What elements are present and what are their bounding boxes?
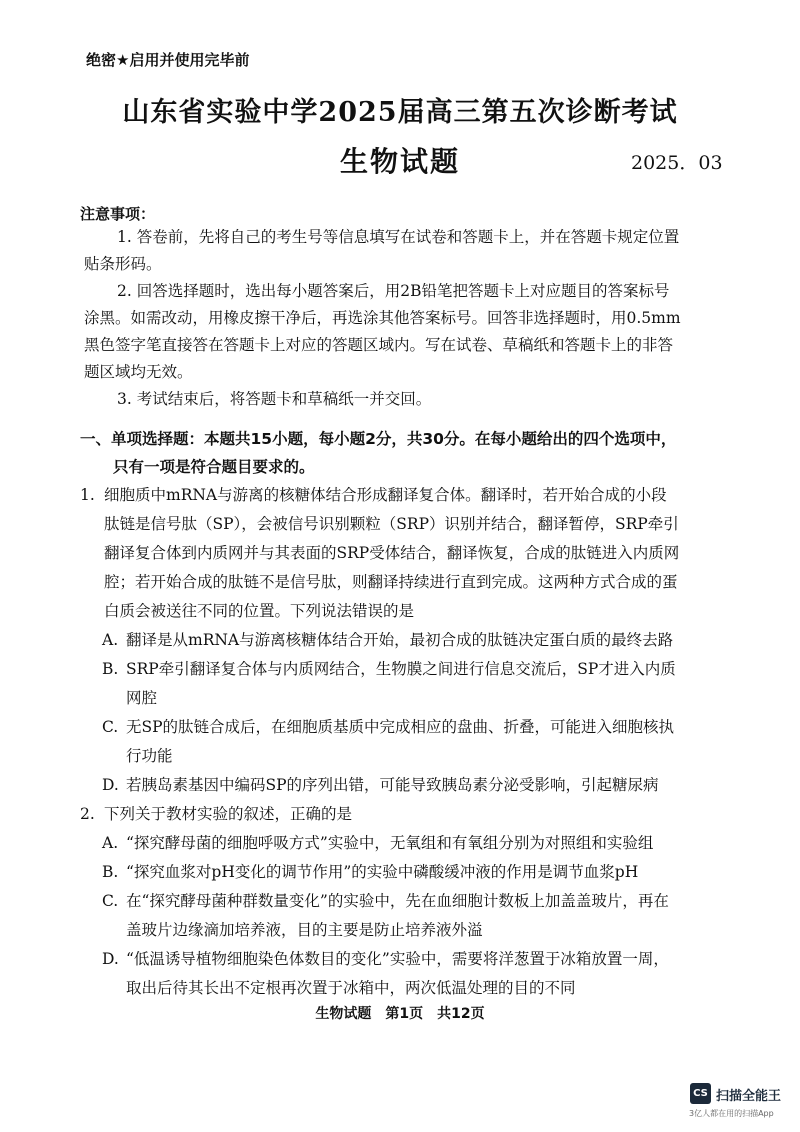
option-text: 行功能 [126, 747, 173, 765]
stem-line: 白质会被送往不同的位置。下列说法错误的是 [104, 602, 415, 620]
exam-title: 山东省实验中学2025届高三第五次诊断考试 [122, 97, 678, 128]
q2-option-c [102, 887, 720, 945]
option-letter: A. [102, 834, 119, 852]
option-letter: C. [102, 892, 119, 910]
camscanner-tagline: 3亿人都在用的扫描App [689, 1109, 774, 1118]
note-line: 黑色签字笔直接答在答题卡上对应的答题区域内。写在试卷、草稿纸和答题卡上的非答 [84, 336, 674, 354]
option-letter: D. [102, 776, 119, 794]
question-1 [80, 481, 720, 626]
option-text: 取出后待其长出不定根再次置于冰箱中，两次低温处理的目的不同 [126, 979, 576, 997]
option-text: 在“探究酵母菌种群数量变化”的实验中，先在血细胞计数板上加盖盖玻片，再在 [126, 892, 669, 910]
note-line: 1. 答卷前，先将自己的考生号等信息填写在试卷和答题卡上，并在答题卡规定位置 [117, 228, 680, 246]
camscanner-name: 扫描全能王 [716, 1089, 782, 1104]
stem-line: 腔；若开始合成的肽链不是信号肽，则翻译持续进行直到完成。这两种方式合成的蛋 [104, 573, 678, 591]
q1-option-a [102, 626, 720, 655]
question-number: 2. [80, 805, 95, 823]
note-line: 贴条形码。 [84, 255, 162, 273]
option-text: “探究酵母菌的细胞呼吸方式”实验中，无氧组和有氧组分别为对照组和实验组 [126, 834, 654, 852]
page-footer: 生物试题 第1页 共12页 [315, 1006, 485, 1022]
q2-option-a [102, 829, 720, 858]
option-letter: B. [102, 660, 119, 678]
q2-option-b [102, 858, 720, 887]
q1-option-d [102, 771, 720, 800]
section-line: 一、单项选择题：本题共15小题，每小题2分，共30分。在每小题给出的四个选项中， [80, 430, 677, 448]
note-line: 2. 回答选择题时，选出每小题答案后，用2B铅笔把答题卡上对应题目的答案标号 [117, 282, 670, 300]
q1-option-b [102, 655, 720, 713]
option-text: “探究血浆对pH变化的调节作用”的实验中磷酸缓冲液的作用是调节血浆pH [126, 863, 639, 881]
option-letter: B. [102, 863, 119, 881]
option-letter: D. [102, 950, 119, 968]
notes-list [84, 224, 720, 413]
q2-option-d [102, 945, 720, 1003]
option-text: 翻译是从mRNA与游离核糖体结合开始，最初合成的肽链决定蛋白质的最终去路 [126, 631, 674, 649]
section-line: 只有一项是符合题目要求的。 [113, 458, 315, 476]
option-text: 盖玻片边缘滴加培养液，目的主要是防止培养液外溢 [126, 921, 483, 939]
section-heading [80, 425, 676, 481]
q1-option-c [102, 713, 720, 771]
option-letter: A. [102, 631, 119, 649]
stem-line: 细胞质中mRNA与游离的核糖体结合形成翻译复合体。翻译时，若开始合成的小段 [104, 486, 667, 504]
option-text: SRP牵引翻译复合体与内质网结合，生物膜之间进行信息交流后，SP才进入内质 [126, 660, 676, 678]
stem-line: 下列关于教材实验的叙述，正确的是 [104, 805, 353, 823]
notes-heading: 注意事项： [80, 205, 156, 223]
stem-line: 肽链是信号肽（SP），会被信号识别颗粒（SRP）识别并结合，翻译暂停，SRP牵引 [104, 515, 679, 533]
note-line: 3. 考试结束后，将答题卡和草稿纸一并交回。 [117, 390, 432, 408]
option-text: 若胰岛素基因中编码SP的序列出错，可能导致胰岛素分泌受影响，引起糖尿病 [126, 776, 659, 794]
note-line: 涂黑。如需改动，用橡皮擦干净后，再选涂其他答案标号。回答非选择题时，用0.5mm [84, 309, 681, 327]
option-letter: C. [102, 718, 119, 736]
confidential-mark: 绝密★启用并使用完毕前 [86, 51, 250, 69]
subject-title: 生物试题 [339, 145, 460, 178]
question-number: 1. [80, 486, 95, 504]
option-text: 无SP的肽链合成后，在细胞质基质中完成相应的盘曲、折叠，可能进入细胞核执 [126, 718, 675, 736]
option-text: “低温诱导植物细胞染色体数目的变化”实验中，需要将洋葱置于冰箱放置一周， [126, 950, 669, 968]
option-text: 网腔 [126, 689, 158, 707]
camscanner-logo-icon: CS [690, 1083, 711, 1104]
note-line: 题区域均无效。 [84, 363, 193, 381]
exam-date: 2025．03 [631, 152, 723, 174]
stem-line: 翻译复合体到内质网并与其表面的SRP受体结合，翻译恢复，合成的肽链进入内质网 [104, 544, 680, 562]
question-2 [80, 800, 720, 829]
